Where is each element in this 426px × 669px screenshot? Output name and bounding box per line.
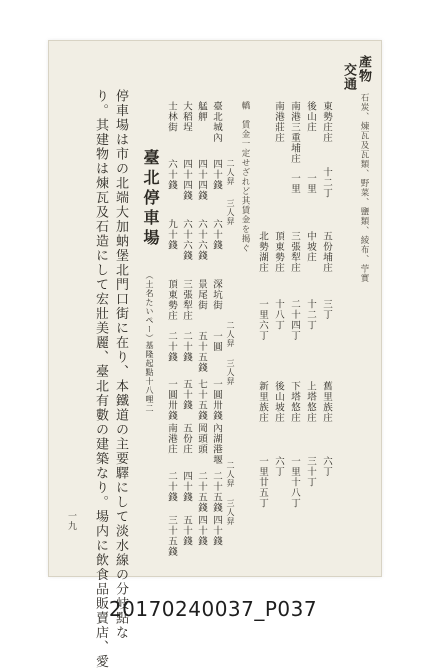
table-cell: 三十丁 [305, 456, 316, 488]
page-number: 一九 [66, 511, 76, 531]
station-distance: 基隆起點十八哩二 [145, 341, 154, 413]
station-text-line-2: り。其建物は煉瓦及石造にして宏壯美麗、臺北有數の建築なり。場内に飲食品販賣店、愛 [93, 89, 108, 669]
fare-value: 六十錢 [211, 219, 222, 251]
table-cell: 中坡庄 [305, 231, 316, 263]
fare-value: 一圓卅錢 [211, 379, 222, 421]
fare-value: 二十錢 [166, 471, 177, 503]
traffic-label: 交通 [341, 63, 356, 91]
fare-value: 四十錢 [211, 159, 222, 191]
fare-value: 二十五錢 [196, 471, 207, 513]
table-cell: 十二丁 [305, 299, 316, 331]
table-cell: 一里 [289, 173, 300, 194]
table-cell: 一里十八丁 [289, 456, 300, 509]
fare-value: 四十錢 [181, 471, 192, 503]
fare-place: 艋舺 [196, 101, 207, 122]
table-cell: 一里 [305, 173, 316, 194]
station-text-line-1: 停車場は市の北端大加蚋堡北門口街に在り、本鐵道の主要驛にして淡水線の分岐點な [113, 89, 128, 640]
fare-value: 二十錢 [181, 331, 192, 363]
table-cell: 上塔悠庄 [305, 381, 316, 423]
station-reading: （土名たいぺー） [145, 271, 154, 343]
fare-value: 六十六錢 [181, 219, 192, 261]
table-cell: 舊里族庄 [321, 381, 332, 423]
fare-header: 三人舁 [226, 499, 235, 526]
fare-value: 四十四錢 [181, 159, 192, 201]
product-label: 產物 [356, 55, 371, 83]
fare-place: 景尾街 [196, 279, 207, 311]
table-row: 後山庄 [305, 101, 316, 133]
fare-value: 九十錢 [166, 219, 177, 251]
fare-header: 二人舁 [226, 321, 235, 348]
image-caption: 20170240037_P037 [108, 597, 318, 621]
table-cell: 五份埔庄 [321, 231, 332, 273]
fare-value: 一圓卅錢 [166, 379, 177, 421]
station-title: 臺北停車場 [141, 149, 160, 249]
fare-header: 三人舁 [226, 199, 235, 226]
fare-place: 南港庄 [166, 423, 177, 455]
table-cell: 二十四丁 [289, 299, 300, 341]
table-cell: 三張犁庄 [289, 231, 300, 273]
fare-place: 深坑街 [211, 279, 222, 311]
table-cell: 新里族庄 [257, 381, 268, 423]
table-row: 東勢庄庄 [321, 101, 332, 143]
fare-value: 一圓 [211, 331, 222, 352]
table-cell: 十八丁 [273, 299, 284, 331]
table-cell: 十二丁 [321, 167, 332, 199]
table-cell: 一里六丁 [257, 299, 268, 341]
table-cell: 六丁 [321, 456, 332, 477]
fare-value: 七十五錢 [196, 379, 207, 421]
fare-value: 六十六錢 [196, 219, 207, 261]
fare-header: 二人舁 [226, 461, 235, 488]
fare-place: 五份庄 [181, 423, 192, 455]
fare-value: 四十錢 [196, 515, 207, 547]
table-cell: 三丁 [321, 299, 332, 320]
table-cell: 北勢湖庄 [257, 231, 268, 273]
table-cell: 六丁 [273, 456, 284, 477]
table-cell: 下塔悠庄 [289, 381, 300, 423]
fare-value: 四十四錢 [196, 159, 207, 201]
table-cell: 後山坡庄 [273, 381, 284, 423]
product-items: 石炭、煉瓦及瓦類、野菜、鹽類、綾布、苧實 [359, 93, 369, 283]
fare-value: 三十五錢 [166, 515, 177, 557]
fare-place: 臺北城內 [211, 101, 222, 143]
table-cell: 頂東勢庄 [273, 231, 284, 273]
fare-value: 六十錢 [166, 159, 177, 191]
fare-place: 頂東勢庄 [166, 279, 177, 321]
fare-place: 士林街 [166, 101, 177, 133]
fare-value: 五十錢 [181, 379, 192, 411]
fare-header: 二人舁 [226, 159, 235, 186]
fare-value: 四十錢 [211, 515, 222, 547]
table-cell: 一里廿五丁 [257, 456, 268, 509]
table-row: 南港三重埔庄 [289, 101, 300, 164]
fare-place: 大稻埕 [181, 101, 192, 133]
fare-value: 五十五錢 [196, 331, 207, 373]
fare-header: 三人舁 [226, 359, 235, 386]
fare-value: 二十錢 [166, 331, 177, 363]
fare-value: 二十五錢 [211, 471, 222, 513]
fare-value: 五十錢 [181, 515, 192, 547]
fare-note: 轎 賃金一定せざれど其賃金を揭ぐ [240, 101, 250, 253]
table-row: 南港莊庄 [273, 101, 284, 143]
fare-place: 內湖港堰 [211, 423, 222, 465]
fare-place: 三張犁庄 [181, 279, 192, 321]
fare-place: 岡頭頭 [196, 423, 207, 455]
